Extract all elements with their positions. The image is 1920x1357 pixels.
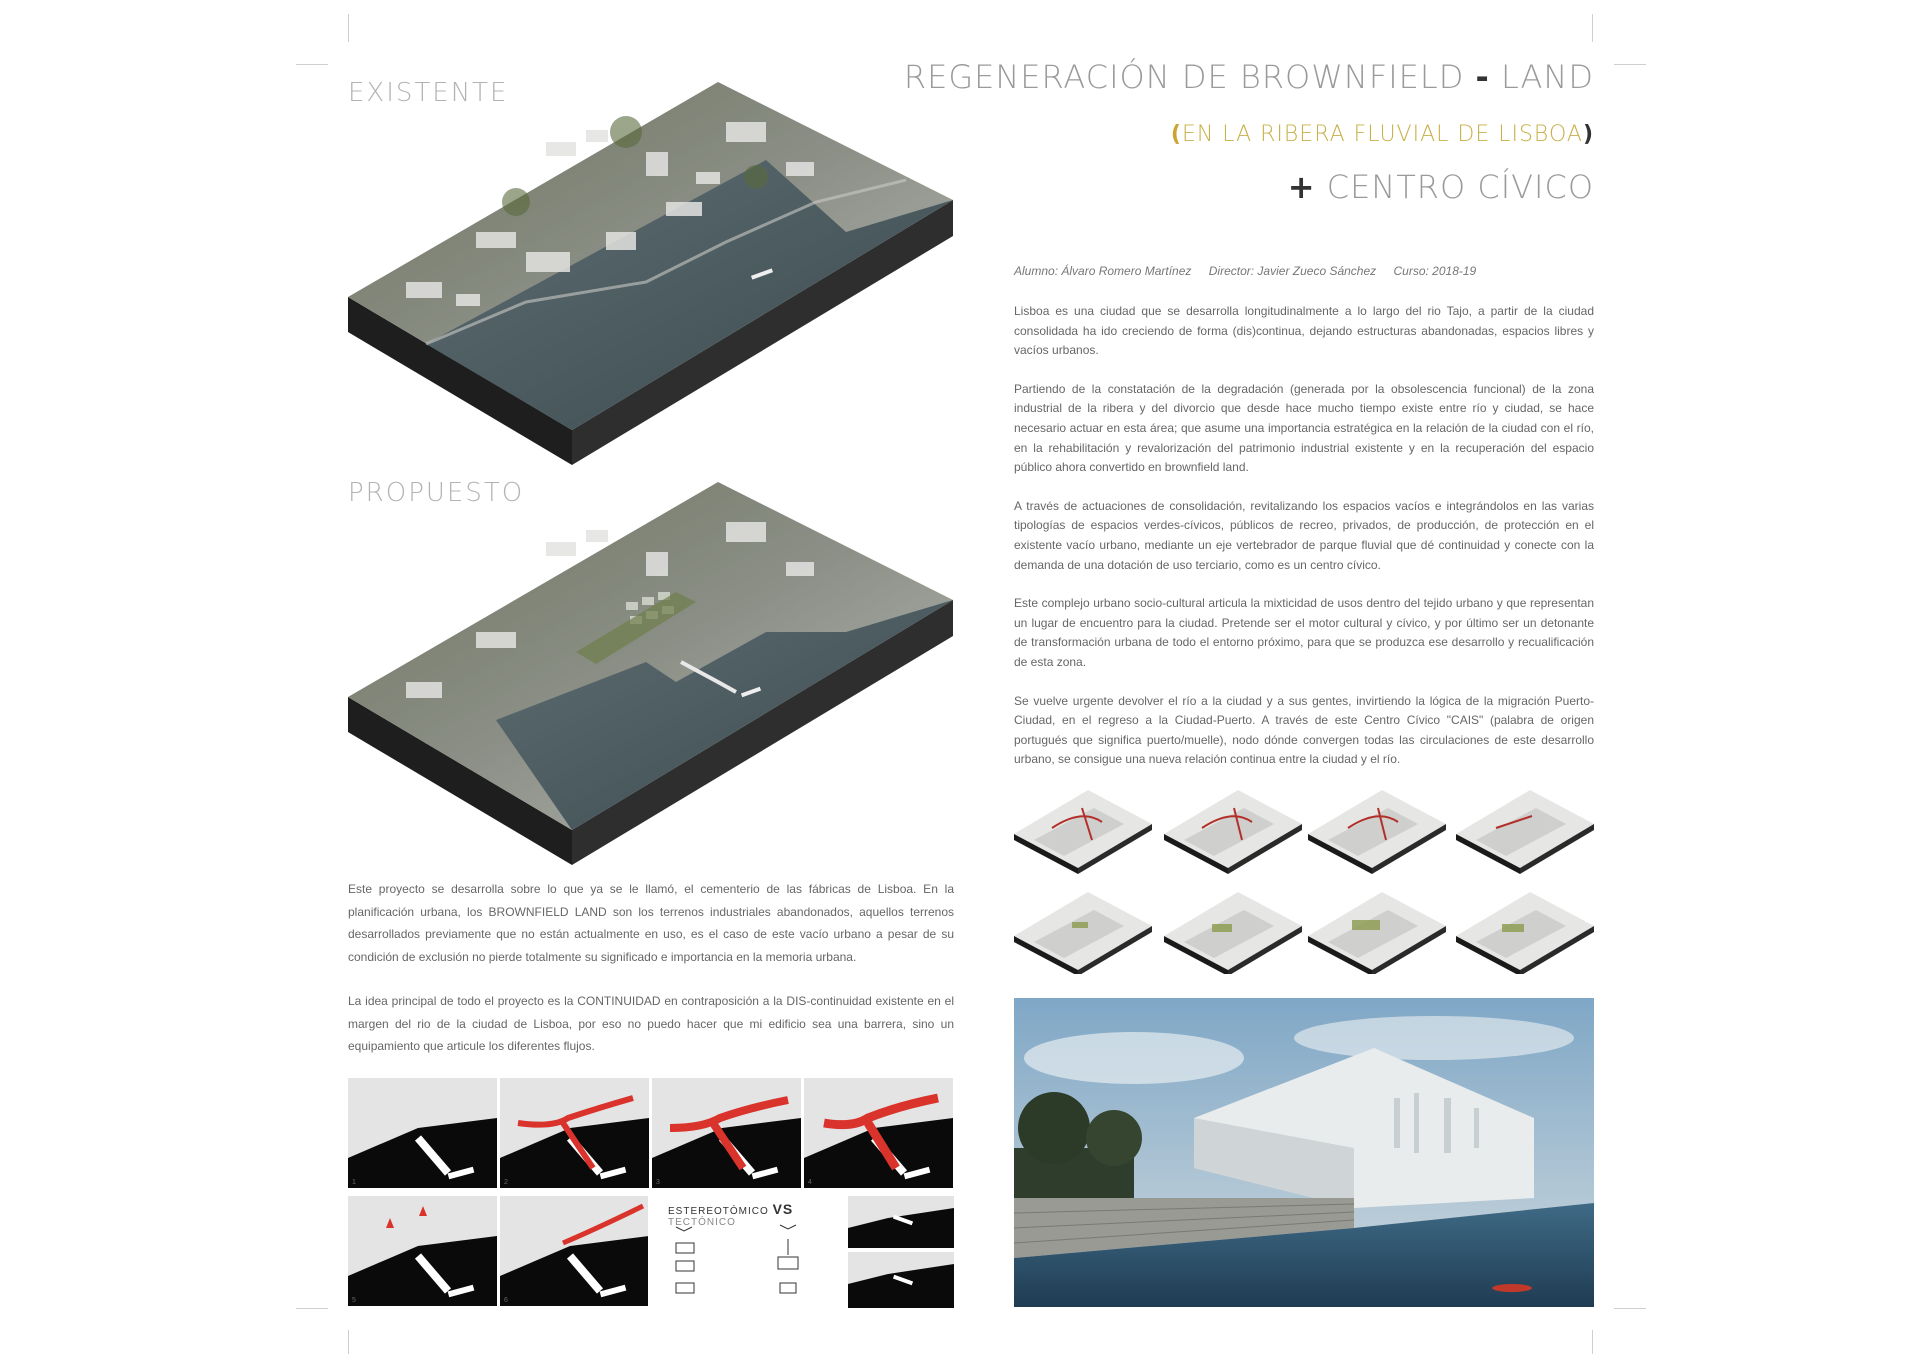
paragraph: Lisboa es una ciudad que se desarrolla longitudinalmente a lo largo del rio Tajo, a partir de la ciudad consolidada ha ido creciendo de forma (dis)continua, dejando estructuras abandonadas, espacios libres y vacíos urbanos. — [1014, 304, 1594, 358]
title-land: LAND — [1500, 58, 1594, 96]
title-line-2 — [1171, 122, 1594, 147]
crop-mark — [1592, 1330, 1593, 1354]
paren-close: ) — [1582, 122, 1594, 147]
course-year: Curso: 2018-19 — [1393, 264, 1477, 278]
vs-sketches — [648, 1195, 838, 1307]
right-text-column — [1014, 302, 1594, 789]
diagram-number: 1 — [352, 1179, 356, 1186]
paragraph: La idea principal de todo el proyecto es la CONTINUIDAD en contraposición a la DIS-continuidad existente en el margen del rio de la ciudad de Lisboa, por eso no puedo hacer que mi edificio sea una barrera, sino un equipamiento que articule los diferentes flujos. — [348, 994, 954, 1053]
left-text-column — [348, 878, 954, 1077]
vs-mid: VS — [772, 1201, 794, 1217]
crop-mark — [1592, 14, 1593, 42]
crop-mark — [296, 1308, 328, 1309]
paragraph: Este proyecto se desarrolla sobre lo que ya se le llamó, el cementerio de las fábricas de Lisboa. En la planificación urbana, los BROWNFIELD LAND son los terrenos industriales abandonados, aquellos terrenos desarrollados previamente que no están actualmente en uso, es el caso de este vacío urbano a pesar de su condición de exclusión no pierde totalmente su significado e importancia en la memoria urbana. — [348, 882, 954, 964]
crop-mark — [1614, 64, 1646, 65]
proposed-label: PROPUESTO — [348, 478, 525, 508]
crop-mark — [1614, 1308, 1646, 1309]
director-name: Director: Javier Zueco Sánchez — [1208, 264, 1377, 278]
vs-right: TECTÓNICO — [668, 1217, 736, 1228]
existing-aerial-map — [346, 82, 956, 472]
existing-label: EXISTENTE — [348, 78, 509, 108]
civic-center-render — [1014, 998, 1594, 1307]
stereotomic-vs-tectonic — [648, 1195, 838, 1307]
diagram-number: 3 — [656, 1179, 660, 1186]
diagram-number: 4 — [808, 1179, 812, 1186]
diagram-number: 5 — [352, 1297, 356, 1304]
paragraph: A través de actuaciones de consolidación, revitalizando los espacios vacíos e integrándolos en las varias tipologías de espacios verdes-cívicos, públicos de recreo, privados, de producción, de protección en el existente vacío urbano, mediante un eje vertebrador de parque fluvial que dé continuidad y conecte con la demanda de una dotación de uso terciario, como es un centro cívico. — [1014, 498, 1594, 572]
proposed-aerial-map — [346, 482, 956, 872]
title-plus: + — [1287, 168, 1316, 206]
diagram-number: 6 — [504, 1297, 508, 1304]
paragraph: Este complejo urbano socio-cultural articula la mixticidad de usos dentro del tejido urbano y que representan un lugar de encuentro para la ciudad. Pretende ser el motor cultural y cívico, y por último ser un detonante de transformación urbana de todo el entorno próximo, para que se produzca ese desarrollo y recualificación de esta zona. — [1014, 596, 1594, 669]
student-name: Alumno: Álvaro Romero Martínez — [1014, 264, 1192, 278]
phase-diagrams-grid — [1012, 788, 1596, 974]
title-main: REGENERACIÓN DE BROWNFIELD — [903, 58, 1465, 96]
title-civic-center: CENTRO CÍVICO — [1326, 168, 1594, 206]
title-separator: - — [1475, 58, 1490, 96]
paragraph: Se vuelve urgente devolver el río a la ciudad y a sus gentes, invirtiendo la lógica de la migración Puerto-Ciudad, en el regreso a la Ciudad-Puerto. A través de este Centro Cívico "CAIS" (palabra de origen portugués que significa puerto/muelle), nodo dónde convergen todas las circulaciones de este desarrollo urbano, se consigue una nueva relación continua entre la ciudad y el río. — [1014, 693, 1594, 767]
title-line-3 — [1288, 168, 1594, 206]
crop-mark — [296, 64, 328, 65]
crop-mark — [348, 14, 349, 42]
project-meta — [1014, 264, 1490, 278]
paren-open: ( — [1170, 122, 1182, 147]
vs-left: ESTEREOTÓMICO — [668, 1206, 769, 1217]
title-subtitle: EN LA RIBERA FLUVIAL DE LISBOA — [1181, 122, 1583, 147]
title-line-1 — [904, 58, 1594, 96]
diagram-number: 2 — [504, 1179, 508, 1186]
crop-mark — [348, 1330, 349, 1354]
paragraph: Partiendo de la constatación de la degradación (generada por la obsolescencia funcional) de la zona industrial de la ribera y del divorcio que desde hace mucho tiempo existe entre río y ciudad, se hace necesario actuar en esta área; que asume una importancia estratégica en la relación de la ciudad con el río, en la rehabilitación y revalorización del patrimonio industrial existente y en la recuperación del espacio público ahora convertido en brownfield land. — [1014, 381, 1594, 475]
